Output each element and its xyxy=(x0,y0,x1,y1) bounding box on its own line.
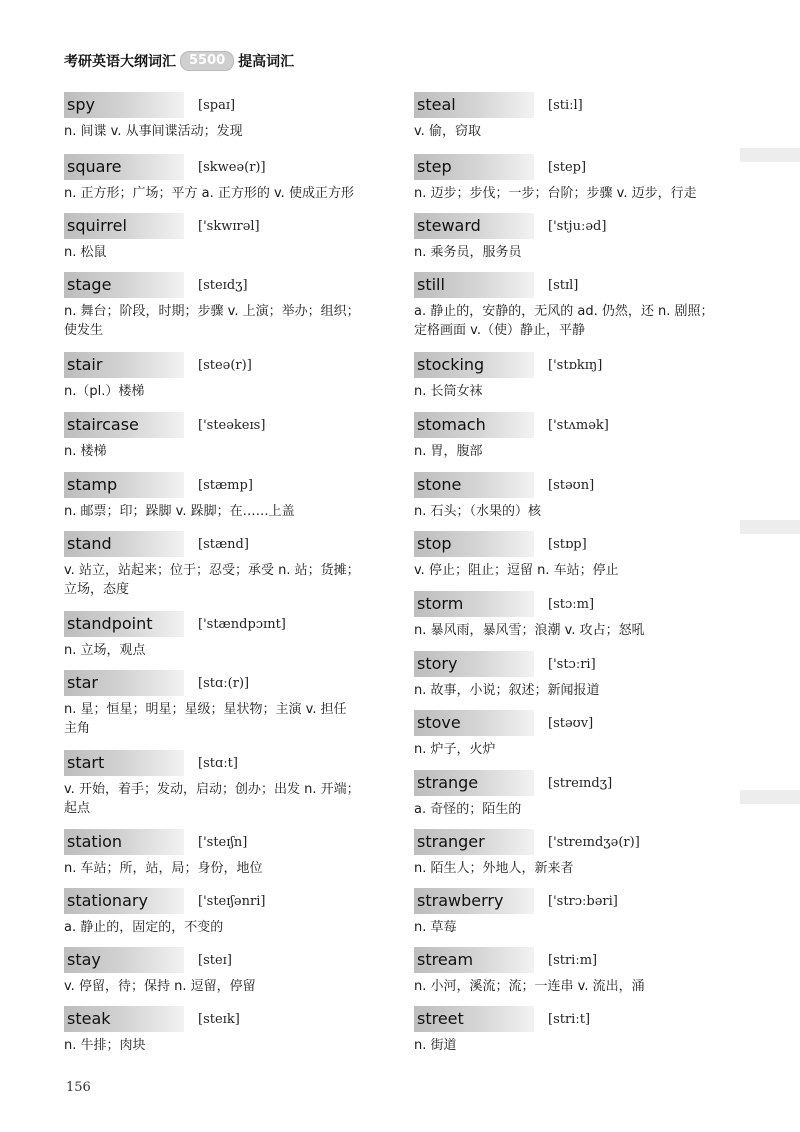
phonetic: [stɑː(r)] xyxy=(198,675,250,691)
entry-stay xyxy=(64,947,394,996)
headword: street xyxy=(414,1006,534,1032)
definition-line: n. 立场，观点 xyxy=(64,643,146,658)
entry-square xyxy=(64,154,394,203)
headword: stove xyxy=(414,710,534,736)
entry-strange xyxy=(414,770,744,819)
entry-headword-row xyxy=(64,750,394,776)
entry-staircase xyxy=(64,412,394,461)
definition xyxy=(414,1036,744,1055)
definition xyxy=(414,740,744,759)
definition-line: n. 楼梯 xyxy=(64,444,107,459)
definition xyxy=(64,243,394,262)
running-header xyxy=(64,50,294,72)
entry-headword-row xyxy=(64,531,394,557)
definition-line: 定格画面 v.（使）静止，平静 xyxy=(414,323,585,338)
headword: steak xyxy=(64,1006,184,1032)
definition-line: n. 长筒女袜 xyxy=(414,384,483,399)
definition-line: n. 星；恒星；明星；星级；星状物；主演 v. 担任 xyxy=(64,702,347,717)
definition-line: n. 小河，溪流；流；一连串 v. 流出，涌 xyxy=(414,979,645,994)
definition-line: 使发生 xyxy=(64,323,104,338)
entry-headword-row xyxy=(64,1006,394,1032)
entry-headword-row xyxy=(64,412,394,438)
entry-headword-row xyxy=(414,651,744,677)
definition xyxy=(414,442,744,461)
entry-headword-row xyxy=(64,213,394,239)
entry-headword-row xyxy=(64,611,394,637)
definition-line: n. 间谍 v. 从事间谍活动；发现 xyxy=(64,124,243,139)
entry-story xyxy=(414,651,744,700)
definition xyxy=(64,700,394,738)
entry-headword-row xyxy=(414,213,744,239)
entry-steal xyxy=(414,92,744,141)
definition-line: 起点 xyxy=(64,801,91,816)
headword: step xyxy=(414,154,534,180)
entry-stage xyxy=(64,272,394,340)
definition-line: 主角 xyxy=(64,721,91,736)
headword: steward xyxy=(414,213,534,239)
definition xyxy=(414,561,744,580)
headword: stone xyxy=(414,472,534,498)
phonetic: [steə(r)] xyxy=(198,357,252,373)
headword: stair xyxy=(64,352,184,378)
entry-stand xyxy=(64,531,394,599)
definition-line: a. 静止的，固定的，不变的 xyxy=(64,920,224,935)
phonetic: [stɔːm] xyxy=(548,596,595,612)
definition-line: n. 石头；（水果的）核 xyxy=(414,504,542,519)
phonetic: [stəʊn] xyxy=(548,477,595,493)
headword: stand xyxy=(64,531,184,557)
entry-headword-row xyxy=(64,947,394,973)
entry-stocking xyxy=(414,352,744,401)
headword: steal xyxy=(414,92,534,118)
definition xyxy=(64,382,394,401)
headword: stop xyxy=(414,531,534,557)
entry-headword-row xyxy=(64,670,394,696)
headword: standpoint xyxy=(64,611,184,637)
phonetic: ['stɔːri] xyxy=(548,656,596,672)
entry-steak xyxy=(64,1006,394,1055)
definition xyxy=(64,641,394,660)
entry-steward xyxy=(414,213,744,262)
definition xyxy=(414,800,744,819)
phonetic: [steɪdʒ] xyxy=(198,277,248,293)
phonetic: ['stændpɔɪnt] xyxy=(198,616,286,632)
header-badge: 5500 xyxy=(180,51,234,71)
definition xyxy=(414,977,744,996)
definition-line: 立场，态度 xyxy=(64,582,130,597)
phonetic: ['strɔːbəri] xyxy=(548,893,618,909)
edge-shading xyxy=(740,520,800,534)
definition xyxy=(414,621,744,640)
definition-line: n. 舞台；阶段，时期；步骤 v. 上演；举办；组织； xyxy=(64,304,360,319)
definition-line: n. 邮票；印；跺脚 v. 跺脚；在……上盖 xyxy=(64,504,295,519)
phonetic: [stɪl] xyxy=(548,277,579,293)
entry-headword-row xyxy=(64,888,394,914)
entry-street xyxy=(414,1006,744,1055)
entry-spy xyxy=(64,92,394,141)
headword: start xyxy=(64,750,184,776)
entry-headword-row xyxy=(414,352,744,378)
headword: strawberry xyxy=(414,888,534,914)
definition-line: n. 街道 xyxy=(414,1038,457,1053)
edge-shading xyxy=(740,790,800,804)
headword: squirrel xyxy=(64,213,184,239)
definition-line: n. 炉子，火炉 xyxy=(414,742,496,757)
entry-stomach xyxy=(414,412,744,461)
definition xyxy=(64,977,394,996)
phonetic: [stiːl] xyxy=(548,97,583,113)
edge-shading xyxy=(740,148,800,162)
definition xyxy=(414,184,744,203)
entry-headword-row xyxy=(414,829,744,855)
definition xyxy=(414,302,744,340)
entry-stamp xyxy=(64,472,394,521)
headword: strange xyxy=(414,770,534,796)
definition xyxy=(64,442,394,461)
headword: storm xyxy=(414,591,534,617)
phonetic: [stænd] xyxy=(198,536,249,552)
headword: stamp xyxy=(64,472,184,498)
headword: square xyxy=(64,154,184,180)
headword: stocking xyxy=(414,352,534,378)
definition xyxy=(414,681,744,700)
phonetic: ['skwɪrəl] xyxy=(198,218,260,234)
page-number: 156 xyxy=(66,1080,91,1095)
entry-stop xyxy=(414,531,744,580)
definition-line: n.（pl.）楼梯 xyxy=(64,384,145,399)
definition-line: n. 牛排；肉块 xyxy=(64,1038,146,1053)
phonetic: [stɑːt] xyxy=(198,755,238,771)
headword: story xyxy=(414,651,534,677)
headword: stream xyxy=(414,947,534,973)
entry-squirrel xyxy=(64,213,394,262)
entry-step xyxy=(414,154,744,203)
entry-storm xyxy=(414,591,744,640)
definition-line: n. 暴风雨，暴风雪；浪潮 v. 攻占；怒吼 xyxy=(414,623,645,638)
definition-line: n. 正方形；广场；平方 a. 正方形的 v. 使成正方形 xyxy=(64,186,354,201)
entry-headword-row xyxy=(414,888,744,914)
definition xyxy=(64,302,394,340)
definition-line: n. 松鼠 xyxy=(64,245,107,260)
headword: staircase xyxy=(64,412,184,438)
phonetic: ['steɪʃn] xyxy=(198,834,248,850)
phonetic: [stæmp] xyxy=(198,477,253,493)
definition-line: n. 故事，小说；叙述；新闻报道 xyxy=(414,683,600,698)
definition-line: n. 车站；所，站，局；身份，地位 xyxy=(64,861,263,876)
phonetic: ['steəkeɪs] xyxy=(198,417,266,433)
entry-station xyxy=(64,829,394,878)
entry-strawberry xyxy=(414,888,744,937)
definition xyxy=(64,859,394,878)
definition-line: a. 静止的，安静的，无风的 ad. 仍然，还 n. 剧照； xyxy=(414,304,714,319)
headword: stage xyxy=(64,272,184,298)
entry-headword-row xyxy=(414,1006,744,1032)
entry-headword-row xyxy=(414,92,744,118)
phonetic: [skweə(r)] xyxy=(198,159,266,175)
definition xyxy=(64,918,394,937)
entry-headword-row xyxy=(64,352,394,378)
definition-line: v. 站立，站起来；位于；忍受；承受 n. 站；货摊； xyxy=(64,563,360,578)
header-title-left: 考研英语大纲词汇 xyxy=(64,54,176,70)
headword: stranger xyxy=(414,829,534,855)
phonetic: [striːm] xyxy=(548,952,598,968)
headword: star xyxy=(64,670,184,696)
entry-headword-row xyxy=(64,272,394,298)
definition-line: n. 陌生人；外地人，新来者 xyxy=(414,861,574,876)
phonetic: ['stʌmək] xyxy=(548,417,609,433)
phonetic: ['steɪʃənri] xyxy=(198,893,266,909)
phonetic: [steɪk] xyxy=(198,1011,240,1027)
entry-headword-row xyxy=(414,591,744,617)
definition xyxy=(414,122,744,141)
entry-headword-row xyxy=(64,829,394,855)
definition-line: n. 迈步；步伐；一步；台阶；步骤 v. 迈步，行走 xyxy=(414,186,697,201)
entry-star xyxy=(64,670,394,738)
headword: stomach xyxy=(414,412,534,438)
phonetic: ['stjuːəd] xyxy=(548,218,607,234)
phonetic: [spaɪ] xyxy=(198,97,236,113)
phonetic: [step] xyxy=(548,159,587,175)
entry-headword-row xyxy=(414,770,744,796)
definition-line: v. 停留，待；保持 n. 逗留，停留 xyxy=(64,979,256,994)
phonetic: [stɒp] xyxy=(548,536,587,552)
entry-stranger xyxy=(414,829,744,878)
entry-headword-row xyxy=(64,472,394,498)
entry-headword-row xyxy=(414,947,744,973)
entry-headword-row xyxy=(414,272,744,298)
definition-line: n. 胃，腹部 xyxy=(414,444,483,459)
definition-line: n. 草莓 xyxy=(414,920,457,935)
definition-line: a. 奇怪的；陌生的 xyxy=(414,802,522,817)
definition-line: v. 偷，窃取 xyxy=(414,124,481,139)
definition xyxy=(414,502,744,521)
definition-line: v. 停止；阻止；逗留 n. 车站；停止 xyxy=(414,563,619,578)
definition xyxy=(64,561,394,599)
entry-stove xyxy=(414,710,744,759)
phonetic: [steɪ] xyxy=(198,952,232,968)
definition-line: v. 开始，着手；发动，启动；创办；出发 n. 开端； xyxy=(64,782,360,797)
entry-headword-row xyxy=(414,531,744,557)
definition xyxy=(64,1036,394,1055)
definition xyxy=(64,184,394,203)
phonetic: ['streɪndʒə(r)] xyxy=(548,834,640,850)
entry-start xyxy=(64,750,394,818)
definition xyxy=(414,382,744,401)
entry-still xyxy=(414,272,744,340)
phonetic: ['stɒkɪŋ] xyxy=(548,357,603,373)
definition xyxy=(414,918,744,937)
definition xyxy=(64,502,394,521)
header-title-right: 提高词汇 xyxy=(238,54,295,70)
entry-stream xyxy=(414,947,744,996)
entry-headword-row xyxy=(414,472,744,498)
phonetic: [stəʊv] xyxy=(548,715,594,731)
headword: stationary xyxy=(64,888,184,914)
definition xyxy=(414,243,744,262)
entry-headword-row xyxy=(414,412,744,438)
entry-headword-row xyxy=(414,154,744,180)
definition xyxy=(64,122,394,141)
definition xyxy=(414,859,744,878)
phonetic: [streɪndʒ] xyxy=(548,775,613,791)
headword: stay xyxy=(64,947,184,973)
definition-line: n. 乘务员，服务员 xyxy=(414,245,522,260)
headword: station xyxy=(64,829,184,855)
entry-stone xyxy=(414,472,744,521)
entry-standpoint xyxy=(64,611,394,660)
entry-stationary xyxy=(64,888,394,937)
entry-headword-row xyxy=(64,92,394,118)
entry-headword-row xyxy=(64,154,394,180)
entry-stair xyxy=(64,352,394,401)
entry-headword-row xyxy=(414,710,744,736)
definition xyxy=(64,780,394,818)
phonetic: [striːt] xyxy=(548,1011,591,1027)
headword: still xyxy=(414,272,534,298)
headword: spy xyxy=(64,92,184,118)
